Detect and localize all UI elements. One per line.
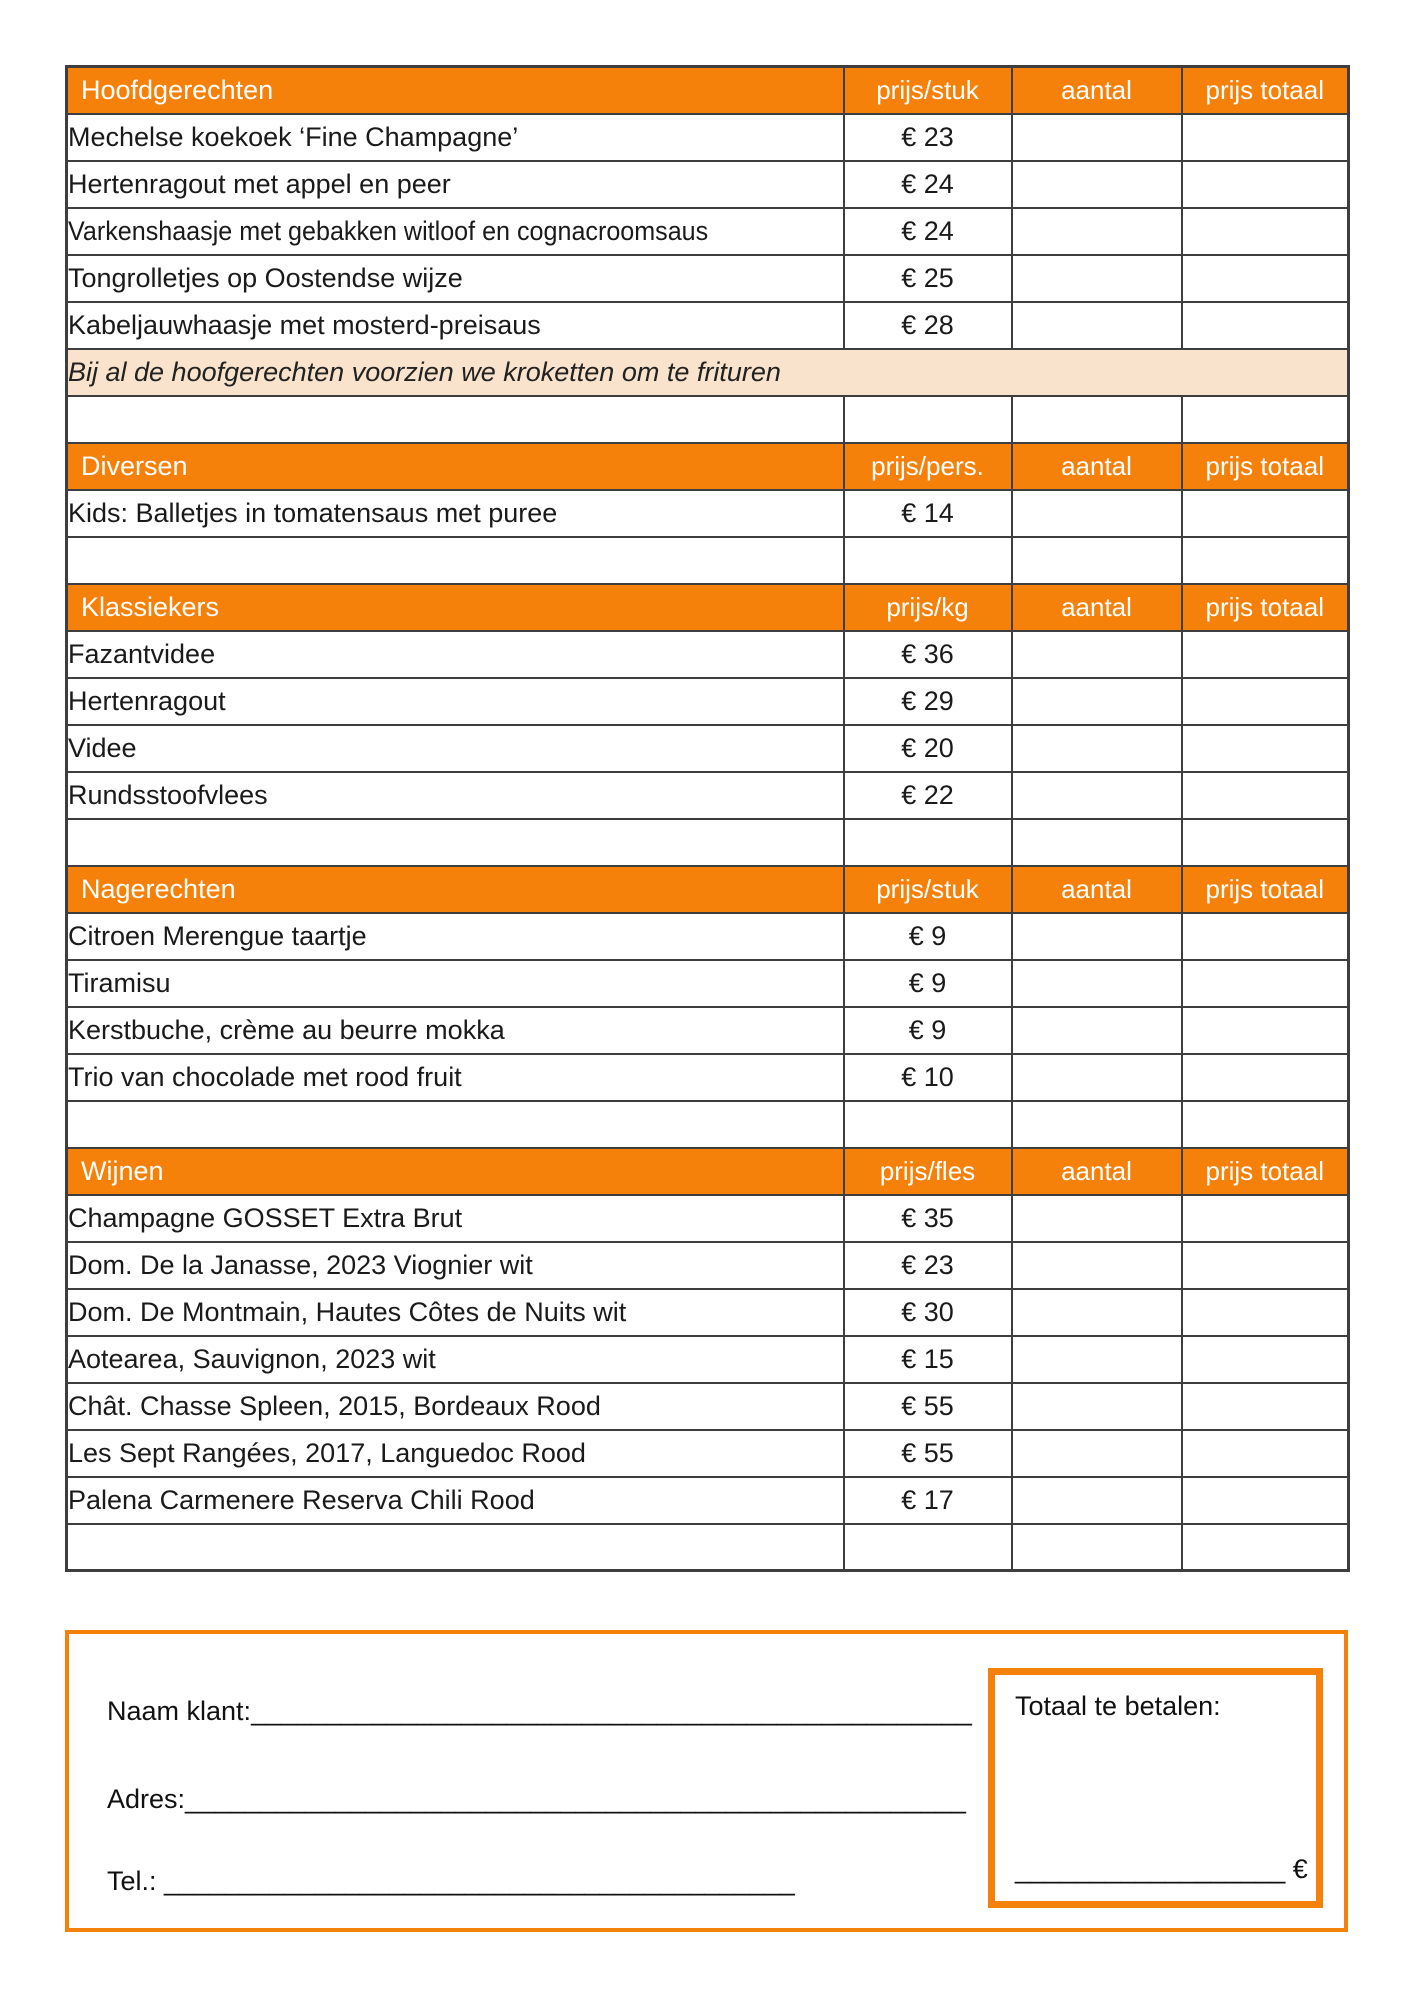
- spacer-row: [67, 1524, 1349, 1571]
- prijs-totaal-cell[interactable]: [1182, 1054, 1349, 1101]
- aantal-cell[interactable]: [1012, 725, 1182, 772]
- prijs-totaal-cell[interactable]: [1182, 772, 1349, 819]
- table-row: [67, 678, 1349, 725]
- price-column-header: prijs/stuk: [844, 67, 1012, 114]
- spacer-cell: [67, 1524, 844, 1571]
- spacer-cell: [67, 1101, 844, 1148]
- table-row: [67, 490, 1349, 537]
- spacer-cell: [844, 1101, 1012, 1148]
- aantal-cell[interactable]: [1012, 208, 1182, 255]
- prijs-totaal-cell[interactable]: [1182, 255, 1349, 302]
- section-title-diversen: Diversen: [67, 443, 844, 490]
- tel-label: Tel.:: [107, 1866, 165, 1896]
- item-name: Videe: [67, 725, 844, 772]
- item-price: € 23: [844, 1242, 1012, 1289]
- price-column-header: prijs/kg: [844, 584, 1012, 631]
- table-row: [67, 255, 1349, 302]
- item-name: Kids: Balletjes in tomatensaus met puree: [67, 490, 844, 537]
- prijs-totaal-column-header: prijs totaal: [1182, 443, 1349, 490]
- spacer-cell: [1012, 396, 1182, 443]
- item-price: € 22: [844, 772, 1012, 819]
- prijs-totaal-column-header: prijs totaal: [1182, 67, 1349, 114]
- prijs-totaal-cell[interactable]: [1182, 631, 1349, 678]
- aantal-cell[interactable]: [1012, 960, 1182, 1007]
- spacer-cell: [1012, 537, 1182, 584]
- aantal-cell[interactable]: [1012, 114, 1182, 161]
- section-header-row: [67, 443, 1349, 490]
- note-row: [67, 349, 1349, 396]
- prijs-totaal-cell[interactable]: [1182, 1336, 1349, 1383]
- item-price: € 30: [844, 1289, 1012, 1336]
- section-header-row: [67, 866, 1349, 913]
- section-title-nagerechten: Nagerechten: [67, 866, 844, 913]
- aantal-cell[interactable]: [1012, 913, 1182, 960]
- totaal-label: Totaal te betalen:: [1015, 1691, 1221, 1721]
- item-name: Hertenragout met appel en peer: [67, 161, 844, 208]
- spacer-row: [67, 1101, 1349, 1148]
- euro-sign: €: [1285, 1854, 1308, 1884]
- naam-klant-input-line[interactable]: ________________________________________________: [251, 1696, 972, 1726]
- aantal-cell[interactable]: [1012, 1242, 1182, 1289]
- table-row: [67, 725, 1349, 772]
- item-name: Citroen Merengue taartje: [67, 913, 844, 960]
- spacer-cell: [67, 396, 844, 443]
- item-name: Aotearea, Sauvignon, 2023 wit: [67, 1336, 844, 1383]
- prijs-totaal-cell[interactable]: [1182, 1383, 1349, 1430]
- aantal-cell[interactable]: [1012, 490, 1182, 537]
- naam-klant-label: Naam klant:: [107, 1696, 252, 1726]
- aantal-cell[interactable]: [1012, 255, 1182, 302]
- item-price: € 9: [844, 1007, 1012, 1054]
- spacer-cell: [1182, 537, 1349, 584]
- table-row: [67, 960, 1349, 1007]
- aantal-cell[interactable]: [1012, 1383, 1182, 1430]
- spacer-row: [67, 537, 1349, 584]
- spacer-cell: [1012, 1524, 1182, 1571]
- table-row: [67, 913, 1349, 960]
- prijs-totaal-cell[interactable]: [1182, 1195, 1349, 1242]
- adres-label: Adres:: [107, 1784, 186, 1814]
- aantal-column-header: aantal: [1012, 67, 1182, 114]
- item-price: € 9: [844, 960, 1012, 1007]
- item-name: Rundsstoofvlees: [67, 772, 844, 819]
- item-name: Palena Carmenere Reserva Chili Rood: [67, 1477, 844, 1524]
- table-row: [67, 1195, 1349, 1242]
- prijs-totaal-cell[interactable]: [1182, 678, 1349, 725]
- item-price: € 14: [844, 490, 1012, 537]
- item-price: € 28: [844, 302, 1012, 349]
- item-name: Dom. De la Janasse, 2023 Viognier wit: [67, 1242, 844, 1289]
- aantal-column-header: aantal: [1012, 866, 1182, 913]
- aantal-cell[interactable]: [1012, 302, 1182, 349]
- aantal-cell[interactable]: [1012, 772, 1182, 819]
- item-name: Kabeljauwhaasje met mosterd-preisaus: [67, 302, 844, 349]
- item-name: Mechelse koekoek ‘Fine Champagne’: [67, 114, 844, 161]
- prijs-totaal-column-header: prijs totaal: [1182, 866, 1349, 913]
- table-row: [67, 772, 1349, 819]
- aantal-cell[interactable]: [1012, 1054, 1182, 1101]
- spacer-cell: [1182, 819, 1349, 866]
- prijs-totaal-cell[interactable]: [1182, 960, 1349, 1007]
- item-name: Hertenragout: [67, 678, 844, 725]
- spacer-cell: [844, 396, 1012, 443]
- price-column-header: prijs/stuk: [844, 866, 1012, 913]
- item-price: € 23: [844, 114, 1012, 161]
- item-price: € 36: [844, 631, 1012, 678]
- item-price: € 24: [844, 208, 1012, 255]
- spacer-cell: [1182, 396, 1349, 443]
- prijs-totaal-column-header: prijs totaal: [1182, 584, 1349, 631]
- item-price: € 10: [844, 1054, 1012, 1101]
- table-row: [67, 1336, 1349, 1383]
- table-row: [67, 114, 1349, 161]
- prijs-totaal-cell[interactable]: [1182, 302, 1349, 349]
- item-name: Dom. De Montmain, Hautes Côtes de Nuits wit: [67, 1289, 844, 1336]
- aantal-cell[interactable]: [1012, 678, 1182, 725]
- aantal-cell[interactable]: [1012, 1477, 1182, 1524]
- table-row: [67, 1477, 1349, 1524]
- aantal-column-header: aantal: [1012, 1148, 1182, 1195]
- table-row: [67, 1383, 1349, 1430]
- prijs-totaal-cell[interactable]: [1182, 490, 1349, 537]
- table-row: [67, 302, 1349, 349]
- item-name: Les Sept Rangées, 2017, Languedoc Rood: [67, 1430, 844, 1477]
- item-name: Kerstbuche, crème au beurre mokka: [67, 1007, 844, 1054]
- table-row: [67, 1007, 1349, 1054]
- item-name: Champagne GOSSET Extra Brut: [67, 1195, 844, 1242]
- section-title-hoofdgerechten: Hoofdgerechten: [67, 67, 844, 114]
- table-row: [67, 208, 1349, 255]
- spacer-row: [67, 819, 1349, 866]
- section-header-row: [67, 584, 1349, 631]
- prijs-totaal-cell[interactable]: [1182, 1477, 1349, 1524]
- item-price: € 29: [844, 678, 1012, 725]
- prijs-totaal-cell[interactable]: [1182, 913, 1349, 960]
- table-row: [67, 1289, 1349, 1336]
- spacer-cell: [1182, 1524, 1349, 1571]
- item-price: € 9: [844, 913, 1012, 960]
- item-name: Tongrolletjes op Oostendse wijze: [67, 255, 844, 302]
- aantal-cell[interactable]: [1012, 1195, 1182, 1242]
- prijs-totaal-cell[interactable]: [1182, 208, 1349, 255]
- prijs-totaal-column-header: prijs totaal: [1182, 1148, 1349, 1195]
- menu-order-table: [65, 65, 1350, 1572]
- aantal-column-header: aantal: [1012, 443, 1182, 490]
- prijs-totaal-cell[interactable]: [1182, 114, 1349, 161]
- aantal-cell[interactable]: [1012, 1336, 1182, 1383]
- prijs-totaal-cell[interactable]: [1182, 1430, 1349, 1477]
- item-price: € 24: [844, 161, 1012, 208]
- naam-klant-line: [107, 1696, 972, 1727]
- item-price: € 15: [844, 1336, 1012, 1383]
- spacer-row: [67, 396, 1349, 443]
- spacer-cell: [1012, 1101, 1182, 1148]
- aantal-cell[interactable]: [1012, 1430, 1182, 1477]
- totaal-input-line[interactable]: __________________: [1015, 1854, 1286, 1884]
- prijs-totaal-cell[interactable]: [1182, 1289, 1349, 1336]
- price-column-header: prijs/pers.: [844, 443, 1012, 490]
- spacer-cell: [844, 819, 1012, 866]
- spacer-cell: [1012, 819, 1182, 866]
- totaal-amount-line: [1015, 1854, 1308, 1885]
- item-price: € 17: [844, 1477, 1012, 1524]
- aantal-cell[interactable]: [1012, 1289, 1182, 1336]
- tel-line: [107, 1866, 795, 1897]
- section-title-klassiekers: Klassiekers: [67, 584, 844, 631]
- price-column-header: prijs/fles: [844, 1148, 1012, 1195]
- item-name: Varkenshaasje met gebakken witloof en cognacroomsaus: [67, 208, 844, 255]
- adres-line: [107, 1784, 966, 1815]
- table-row: [67, 1242, 1349, 1289]
- item-name: Fazantvidee: [67, 631, 844, 678]
- prijs-totaal-cell[interactable]: [1182, 1242, 1349, 1289]
- kroketten-note: Bij al de hoofgerechten voorzien we kroketten om te frituren: [67, 349, 1349, 396]
- item-price: € 35: [844, 1195, 1012, 1242]
- table-row: [67, 1054, 1349, 1101]
- item-name: Tiramisu: [67, 960, 844, 1007]
- aantal-cell[interactable]: [1012, 161, 1182, 208]
- section-header-row: [67, 67, 1349, 114]
- spacer-cell: [844, 537, 1012, 584]
- spacer-cell: [1182, 1101, 1349, 1148]
- prijs-totaal-cell[interactable]: [1182, 161, 1349, 208]
- table-row: [67, 161, 1349, 208]
- item-price: € 55: [844, 1430, 1012, 1477]
- item-price: € 55: [844, 1383, 1012, 1430]
- item-name: Chât. Chasse Spleen, 2015, Bordeaux Rood: [67, 1383, 844, 1430]
- item-price: € 25: [844, 255, 1012, 302]
- prijs-totaal-cell[interactable]: [1182, 725, 1349, 772]
- table-row: [67, 631, 1349, 678]
- item-name: Trio van chocolade met rood fruit: [67, 1054, 844, 1101]
- spacer-cell: [67, 537, 844, 584]
- section-header-row: [67, 1148, 1349, 1195]
- item-price: € 20: [844, 725, 1012, 772]
- spacer-cell: [844, 1524, 1012, 1571]
- customer-info-box: [65, 1630, 1348, 1932]
- prijs-totaal-cell[interactable]: [1182, 1007, 1349, 1054]
- aantal-cell[interactable]: [1012, 631, 1182, 678]
- section-title-wijnen: Wijnen: [67, 1148, 844, 1195]
- totaal-te-betalen-box: [988, 1668, 1323, 1908]
- tel-input-line[interactable]: __________________________________________: [164, 1866, 795, 1896]
- aantal-column-header: aantal: [1012, 584, 1182, 631]
- table-row: [67, 1430, 1349, 1477]
- aantal-cell[interactable]: [1012, 1007, 1182, 1054]
- spacer-cell: [67, 819, 844, 866]
- adres-input-line[interactable]: ____________________________________________________: [185, 1784, 966, 1814]
